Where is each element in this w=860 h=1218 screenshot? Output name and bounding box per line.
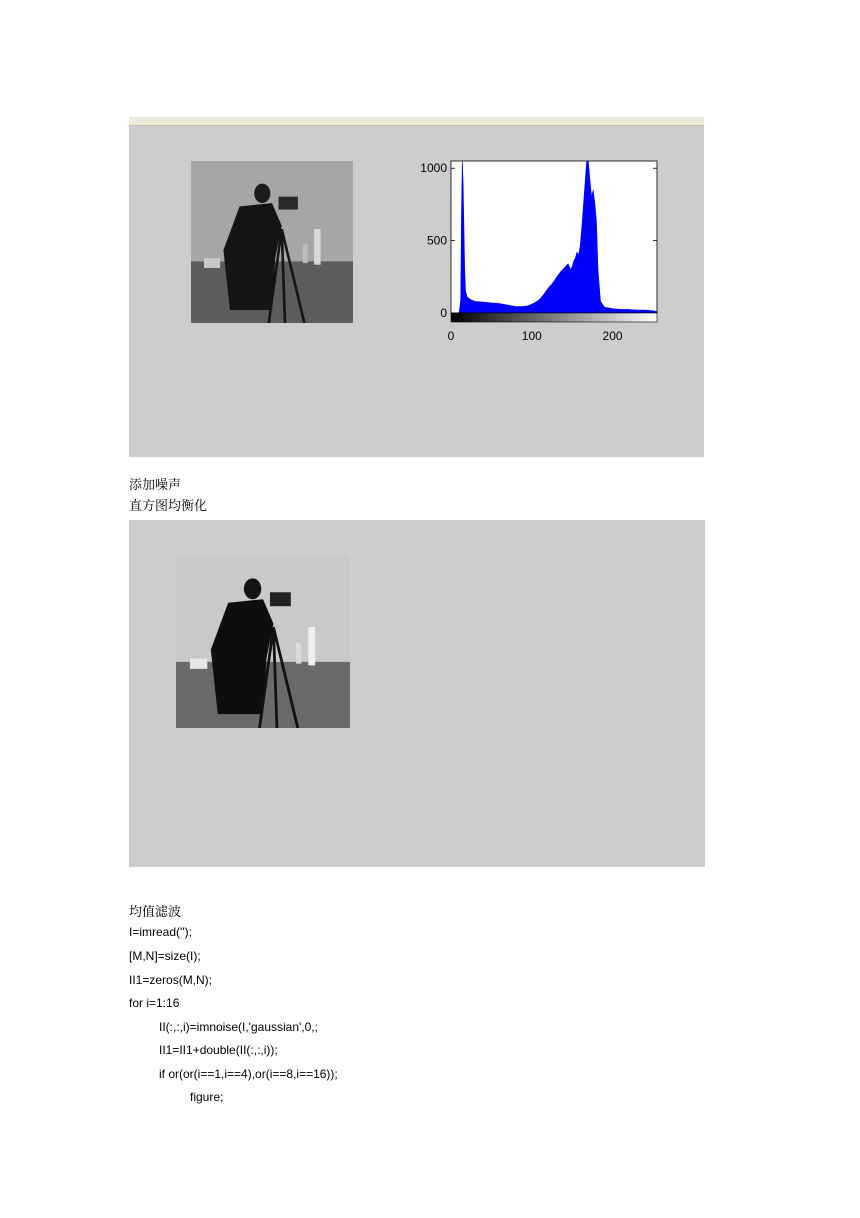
y-tick-label: 0 <box>440 306 447 320</box>
histogram-axes <box>420 161 657 343</box>
caption-mean-filter: 均值滤波 <box>129 905 182 920</box>
code-line: [M,N]=size(I); <box>129 949 201 963</box>
caption-add-noise: 添加噪声 <box>129 478 182 493</box>
y-tick-label: 500 <box>426 233 447 248</box>
caption-histogram-equalization: 直方图均衡化 <box>129 499 208 514</box>
colorbar <box>451 313 657 322</box>
x-tick-label: 200 <box>602 329 623 343</box>
code-line: II(:,:,i)=imnoise(I,'gaussian',0,; <box>159 1020 318 1034</box>
code-line: I=imread(''); <box>129 925 192 939</box>
code-line: for i=1:16 <box>129 996 180 1010</box>
code-line: figure; <box>190 1090 224 1104</box>
code-line: II1=zeros(M,N); <box>129 973 213 987</box>
x-tick-label: 0 <box>447 329 455 343</box>
code-line: if or(or(i==1,i==4),or(i==8,i==16)); <box>159 1067 338 1081</box>
code-line: II1=II1+double(II(:,:,i)); <box>159 1043 278 1057</box>
figure-window-equalized <box>129 520 705 867</box>
y-tick-label: 1000 <box>420 161 447 176</box>
x-tick-label: 100 <box>521 329 542 343</box>
cameraman-image-equalized <box>176 554 350 728</box>
